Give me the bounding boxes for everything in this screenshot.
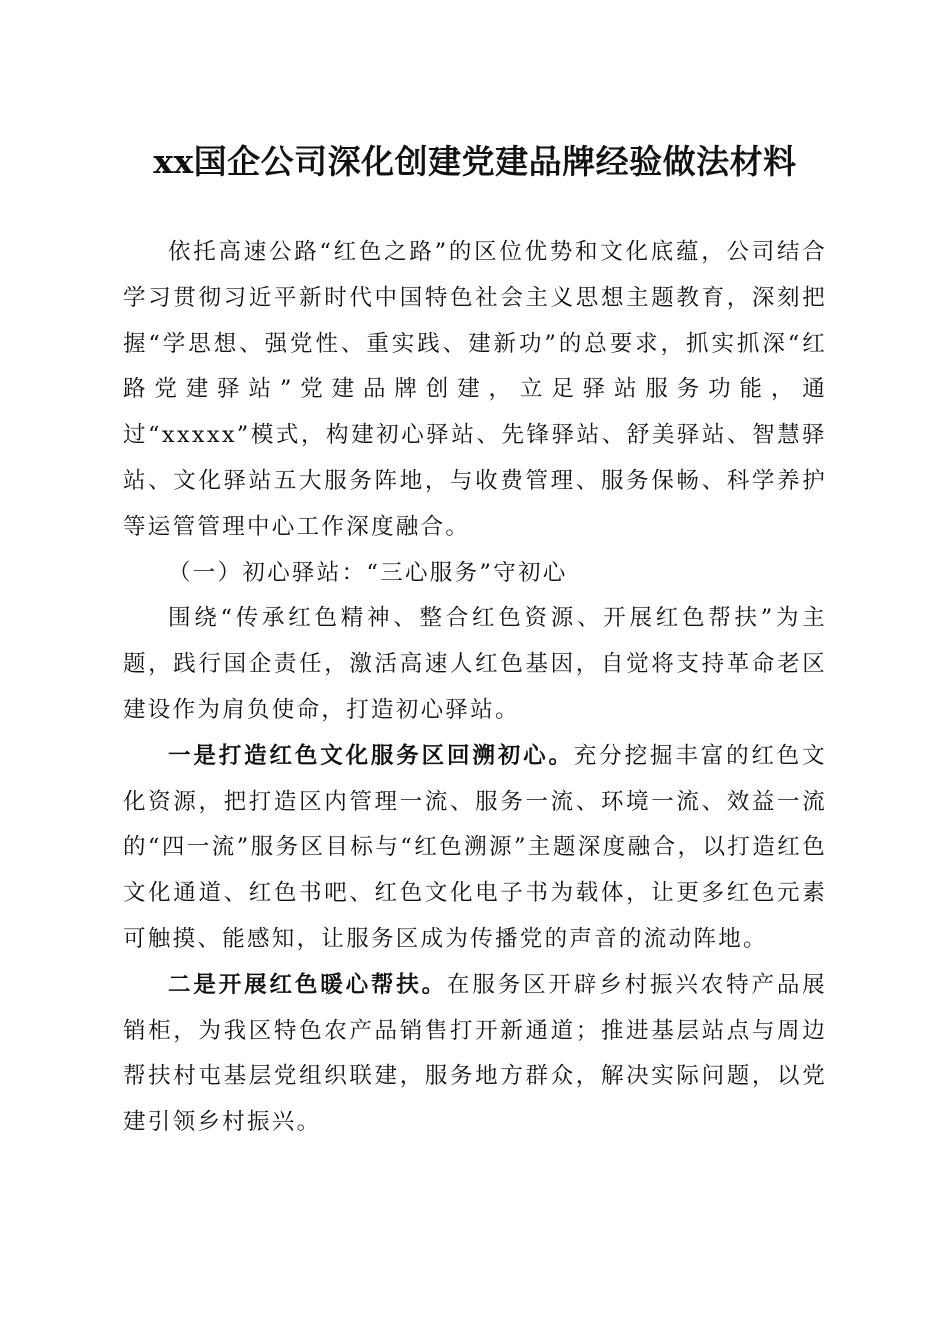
point-one-paragraph	[123, 734, 827, 963]
point-two-paragraph	[123, 963, 827, 1146]
point-one-lead: 一是打造红色文化服务区回溯初心。	[168, 742, 574, 769]
point-one-text: 充分挖掘丰富的红色文化资源，把打造区内管理一流、服务一流、环境一流、效益一流的“四一流”服务区目标与“红色溯源”主题深度融合，以打造红色文化通道、红色书吧、红色文化电子书为载体，让更多红色元素可触摸、能感知，让服务区成为传播党的声音的流动阵地。	[123, 742, 827, 952]
document-body	[123, 230, 827, 1146]
section-heading: （一）初心驿站：“三心服务”守初心	[168, 559, 568, 586]
document-title: xx国企公司深化创建党建品牌经验做法材料	[153, 142, 797, 181]
point-two-lead: 二是开展红色暖心帮扶。	[168, 971, 448, 998]
intro-paragraph: 依托高速公路“红色之路”的区位优势和文化底蕴，公司结合学习贯彻习近平新时代中国特色社会主义思想主题教育，深刻把握“学思想、强党性、重实践、建新功”的总要求，抓实抓深“红路党建驿站”党建品牌创建，立足驿站服务功能，通过“xxxxx”模式，构建初心驿站、先锋驿站、舒美驿站、智慧驿站、文化驿站五大服务阵地，与收费管理、服务保畅、科学养护等运管管理中心工作深度融合。	[123, 239, 827, 540]
section-summary-paragraph: 围绕“传承红色精神、整合红色资源、开展红色帮扶”为主题，践行国企责任，激活高速人红色基因，自觉将支持革命老区建设作为肩负使命，打造初心驿站。	[123, 605, 827, 723]
point-two-text: 在服务区开辟乡村振兴农特产品展销柜，为我区特色农产品销售打开新通道；推进基层站点与周边帮扶村屯基层党组织联建，服务地方群众，解决实际问题，以党建引领乡村振兴。	[123, 971, 827, 1136]
